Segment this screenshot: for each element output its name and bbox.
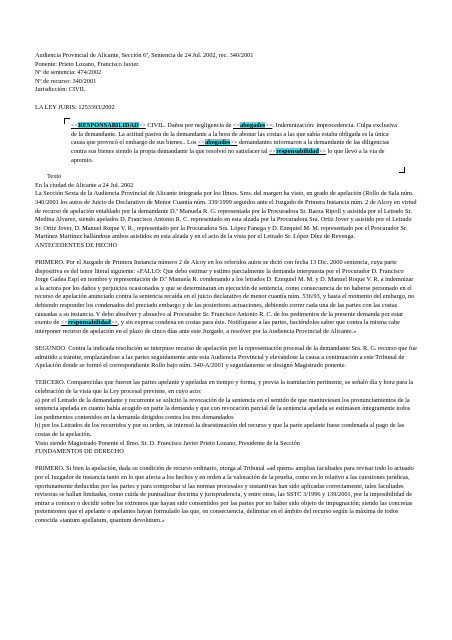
highlight-responsabilidad-3[interactable]: responsabilidad — [68, 319, 111, 327]
paragraph-visto: Visto siendo Magistrado Ponente el Ilmo. Sr. D. Francisco Javier Prieto Lozano, Presidente de la Sección — [35, 439, 300, 447]
case-citation: Audiencia Provincial de Alicante, Sección 6ª, Sentencia de 24 Jul. 2002, rec. 340/2001 — [35, 52, 254, 59]
texto-label: Texto — [47, 173, 62, 181]
ley-juris-ref: LA LEY JURIS: 1253393/2002 — [35, 103, 115, 111]
open-marker[interactable]: << — [269, 147, 277, 155]
open-marker[interactable]: << — [198, 139, 206, 147]
primero-text-b: , y sin expresa condena en costas para éste. Notifíquese a las partes, haciéndoles saber que contra la misma cabe interponer recurso de apelación en el plazo de cinco días ante este Juzgado, a resolver por la Audiencia Provincial de Alicante.» — [35, 319, 400, 335]
open-marker[interactable]: << — [60, 319, 68, 327]
primero-text-a: PRIMERO. Por el Juzgado de Primera Instancia número 2 de Alcoy en los referidos autos se dictó con fecha 13 Dic. 2000 sentencia, cuya parte dispositiva es del tenor literal siguiente: «FALLO: Que debo estimar y estimo parcialmente la demanda interpuesta por el Procurador D. Francisco Jorge Gadea Espí en nombre y representación de D.ª Manuela R. condenando a los letrados D. Ezequiel M. M. y D. Manuel Roque V. R. a indemnizar a la actora por los daños y perjuicios ocasionados y que se determinaran en ejecución de sentencia, como consecuencia de no haberse personado en el recurso de apelación anunciado contra la sentencia recaída en el juicio declarativo de menor cuantía núm. 536/93, y hasta el momento del embargo, no debiendo responder los condenados del preciado embargo y de las posteriores actuaciones, debiendo correr cada una de las partes con las costas causadas a su instancia. Y debo absolver y absuelvo al Procurador Sr. Francisco Antonio R. C. de los pedimentos de la presente demanda por estar exento de — [35, 259, 415, 327]
summary-part-1: CIVIL. Daños por negligencia de — [145, 122, 234, 130]
corner-mark-top-left — [64, 118, 70, 124]
sentence-number: Nº de sentencia: 474/2002 — [35, 69, 102, 77]
open-marker[interactable]: << — [233, 122, 241, 130]
close-marker[interactable]: >> — [110, 319, 118, 327]
summary-part-4: lo que llevó a la vía de apremio. — [71, 147, 385, 164]
paragraph-tercero-a: a) por el Letrado de la demandante y recurrente se solicitó la revocación de la sentencia en el sentido de que mantuviesen los pronunciamientos de la sentencia apelada en cuanto habla acogido en parte la demanda y que con revocación parcial de la sentencia apelada se estimasen íntegramente todos los pedimentos contenidos en la demanda dirigidos contra los tres demandados — [35, 396, 411, 421]
highlight-abogados-2[interactable]: abogados — [205, 139, 231, 147]
paragraph-fundamento-primero: PRIMERO. Si bien la apelación, dada su condición de recurso ordinario, otorga al Tribunal «ad quem» amplias facultades para revisar todo lo actuado por el Juzgador de instancia tanto en lo que afecta a los hechos y en orden a la valoración de la prueba, como en lo relativo a las cuestiones jurídicas, oportunamente deducidas por las partes y para comprobar si las normas procesales y sustantivas han sido aplicadas correctamente, tales facultades revisoras se hallan limitadas, como cuida de puntualizar doctrina y jurisprudencia, y entre otras, las SSTC 3/1996 y 139/2001, por la imposibilidad de entrar a conocer o decidir sobre los extremos que hayan sido consentidos por las partes por no haber sido objeto de impugnación; siendo las concretas pretensiones que el apelante o apelantes hayan formulado las que, en consecuencia, delimitar en el ámbito del recurso según la máxima de todos conocida «tantum apellatum, quantum devolutum.» — [35, 465, 414, 524]
close-marker[interactable]: >> — [230, 139, 238, 147]
highlight-responsabilidad-2[interactable]: responsabilidad — [276, 147, 319, 155]
jurisdiction: Jurisdicción: CIVIL — [35, 86, 86, 94]
place-date: En la ciudad de Alicante a 24 Jul. 2002 — [35, 181, 134, 189]
close-marker[interactable]: >> — [265, 122, 273, 130]
corner-mark-bottom-right — [399, 167, 405, 173]
appeal-number: Nº de recurso: 340/2001 — [35, 77, 97, 85]
paragraph-tercero: TERCERO. Comparecidas que fueron las partes apelante y apeladas en tiempo y forma, y previa la tramitación pertinente, se señaló día y hora para la celebración de la vista que la Ley procesal previene, en cuyo acto: — [35, 379, 414, 395]
document-page — [35, 52, 417, 525]
highlight-responsabilidad[interactable]: RESPONSABILIDAD — [78, 122, 139, 130]
paragraph-tercero-b: b) por los Letrados de los recurridos y por su orden, se interesó la desestimación del recurso y que la parte apelante fuese condenada al pago de las costas de la apelación. — [35, 422, 405, 438]
summary-box — [35, 116, 417, 173]
close-marker[interactable]: >> — [318, 147, 326, 155]
summary-part-2: . Indemnización: improcedencia. Culpa exclusiva de la demandante. La actitud pasiva de la demandante a la hora de abonar las costas a las que sabía estaba obligada es la única causa que provocó el embargo de sus bienes.. Los — [71, 122, 397, 147]
close-marker[interactable]: >> — [138, 122, 146, 130]
intro-paragraph: La Sección Sexta de la Audiencia Provincial de Alicante integrada por los Ilmos. Sres. del margen ha visto, en grado de apelación (Rollo de Sala núm. 340/2001 los autos de Juicio de Declarativo de Menor Cuantía núm. 339/1999 seguidos ante el Juzgado de Primera Instancia núm. 2 de Alcoy en virtud de recurso de apelación entablado por la demandante D.ª Manuela R. G. representada por la Procuradora Sr. Baeza Ripoll y asistida por el Letrado Sr. Medina Alvarez, siendo apelados D. Francisco Antonio R. C. representado en esta alzada por la Procuradora Sra. Ortiz Jover y asistido por el Letrado Sr. Ortiz Jover, D. Manuel Roque V. R., representado por la Procuradora Sra. López Fanega y D. Ezequiel M. M. representado por el Procurador Sr. Martínez Martínez hallándose ambos asistidos en esta alzada y en el acto de la vista por el Letrado Sr. López Díez de Revenga. — [35, 190, 417, 241]
ponente-line: Ponente: Prieto Lozano, Francisco Javier. — [35, 60, 140, 68]
open-marker[interactable]: << — [71, 122, 79, 130]
highlight-abogados[interactable]: abogados — [240, 122, 266, 130]
paragraph-primero — [35, 259, 417, 336]
heading-antecedentes: ANTECEDENTES DE HECHO — [35, 241, 118, 249]
summary-part-3: demandantes informaron a la demandante de las diligencias contra sus bienes siendo la propia demandante la que resolvió no satisfacer tal — [71, 139, 390, 155]
paragraph-segundo: SEGUNDO. Contra la indicada resolución se interpuso recurso de apelación por la representación procesal de la demandante Sra. R. G. recurso que fue admitido a trámite, emplazándose a las partes seguidamente ante esta Audiencia Provincial y elevándose la causa a continuación a este Tribunal de Apelación donde se formó el correspondiente Rollo bajo núm. 340-A/2001 y seguidamente se designó Magistrado ponente. — [35, 345, 417, 370]
summary-text — [65, 122, 397, 165]
heading-fundamentos: FUNDAMENTOS DE DERECHO — [35, 448, 124, 456]
